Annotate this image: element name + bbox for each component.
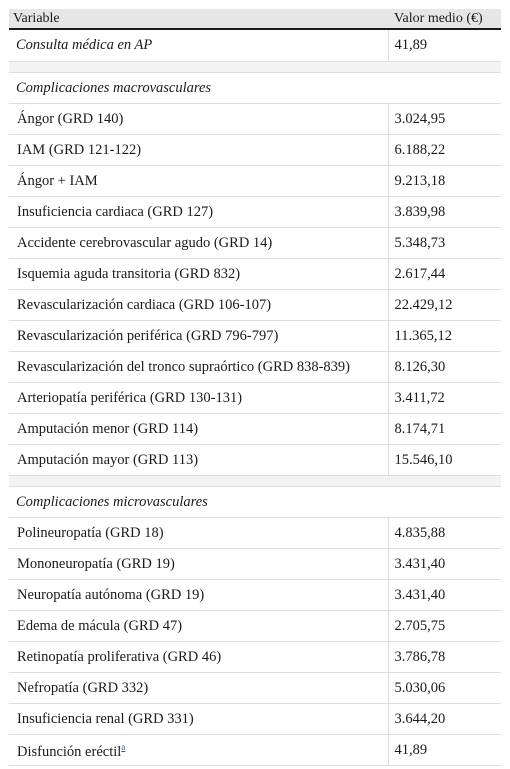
table-row <box>9 642 501 673</box>
row-label: Amputación menor (GRD 114) <box>9 414 388 445</box>
header-value: Valor medio (€) <box>388 9 501 29</box>
table-row <box>9 580 501 611</box>
section-header-micro <box>9 487 501 518</box>
row-label: IAM (GRD 121-122) <box>9 135 388 166</box>
row-label: Ángor + IAM <box>9 166 388 197</box>
section-header-macro <box>9 73 501 104</box>
row-label: Insuficiencia cardiaca (GRD 127) <box>9 197 388 228</box>
row-value: 3.644,20 <box>388 704 501 735</box>
row-label: Accidente cerebrovascular agudo (GRD 14) <box>9 228 388 259</box>
row-value: 41,89 <box>388 29 501 62</box>
footnote-link[interactable]: a <box>121 742 126 753</box>
row-value: 3.431,40 <box>388 580 501 611</box>
row-value: 8.174,71 <box>388 414 501 445</box>
table-row <box>9 104 501 135</box>
section-title: Complicaciones microvasculares <box>9 487 501 518</box>
table-row <box>9 673 501 704</box>
row-value: 3.786,78 <box>388 642 501 673</box>
table-row <box>9 135 501 166</box>
section-title: Complicaciones macrovasculares <box>9 73 501 104</box>
table-row <box>9 166 501 197</box>
row-value: 2.617,44 <box>388 259 501 290</box>
row-label: Retinopatía proliferativa (GRD 46) <box>9 642 388 673</box>
row-label: Nefropatía (GRD 332) <box>9 673 388 704</box>
row-label: Ángor (GRD 140) <box>9 104 388 135</box>
row-label: Amputación mayor (GRD 113) <box>9 445 388 476</box>
row-value: 2.705,75 <box>388 611 501 642</box>
row-value: 41,89 <box>388 735 501 766</box>
table-row <box>9 228 501 259</box>
row-label: Edema de mácula (GRD 47) <box>9 611 388 642</box>
table-row <box>9 549 501 580</box>
row-value: 5.030,06 <box>388 673 501 704</box>
row-label: Revascularización periférica (GRD 796-797) <box>9 321 388 352</box>
row-label: Polineuropatía (GRD 18) <box>9 518 388 549</box>
row-value: 9.213,18 <box>388 166 501 197</box>
table-row <box>9 518 501 549</box>
row-label: Revascularización del tronco supraórtico (GRD 838-839) <box>9 352 388 383</box>
table-row <box>9 197 501 228</box>
row-label: Isquemia aguda transitoria (GRD 832) <box>9 259 388 290</box>
row-value: 3.431,40 <box>388 549 501 580</box>
row-value: 8.126,30 <box>388 352 501 383</box>
row-label: Revascularización cardiaca (GRD 106-107) <box>9 290 388 321</box>
table-row <box>9 735 501 766</box>
row-value: 3.839,98 <box>388 197 501 228</box>
table-row <box>9 352 501 383</box>
header-variable: Variable <box>9 9 388 29</box>
table-row <box>9 414 501 445</box>
section-spacer <box>9 62 501 73</box>
table-row <box>9 29 501 62</box>
row-label: Consulta médica en AP <box>9 29 388 62</box>
row-label: Neuropatía autónoma (GRD 19) <box>9 580 388 611</box>
row-value: 3.411,72 <box>388 383 501 414</box>
table-row <box>9 704 501 735</box>
section-spacer <box>9 476 501 487</box>
table-header-row <box>9 9 501 29</box>
table-row <box>9 445 501 476</box>
table-row <box>9 259 501 290</box>
row-value: 15.546,10 <box>388 445 501 476</box>
table-row <box>9 290 501 321</box>
row-value: 5.348,73 <box>388 228 501 259</box>
row-value: 3.024,95 <box>388 104 501 135</box>
row-label: Arteriopatía periférica (GRD 130-131) <box>9 383 388 414</box>
row-label: Insuficiencia renal (GRD 331) <box>9 704 388 735</box>
row-label: Disfunción eréctil$^a$ <box>9 735 388 766</box>
cost-table <box>9 9 501 766</box>
row-value: 4.835,88 <box>388 518 501 549</box>
row-label: Mononeuropatía (GRD 19) <box>9 549 388 580</box>
table-row <box>9 383 501 414</box>
table-row <box>9 321 501 352</box>
row-value: 6.188,22 <box>388 135 501 166</box>
row-value: 22.429,12 <box>388 290 501 321</box>
row-value: 11.365,12 <box>388 321 501 352</box>
table-row <box>9 611 501 642</box>
